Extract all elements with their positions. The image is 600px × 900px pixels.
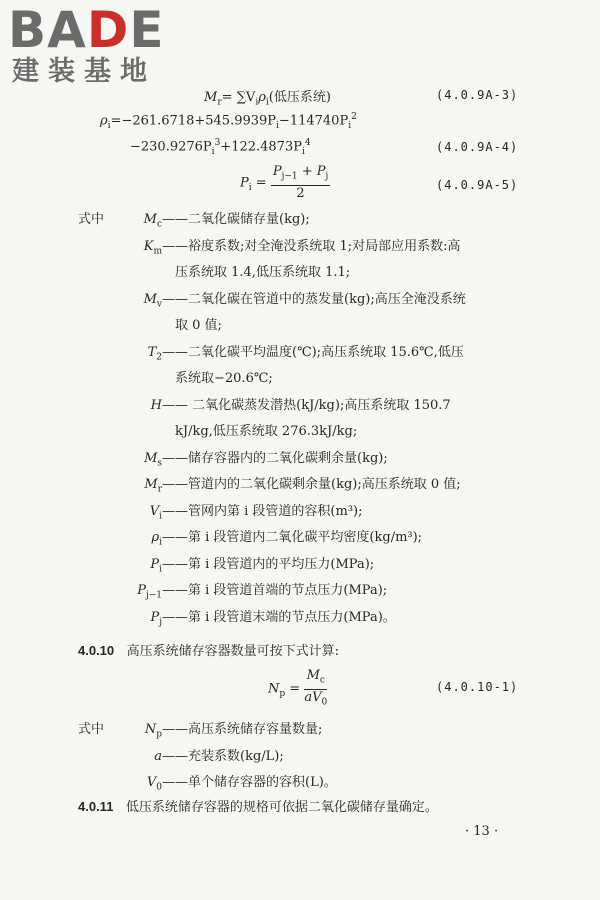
definition-text: ——第 i 段管道内的平均压力(MPa); bbox=[162, 556, 375, 572]
equation-pi: $P_i$ = $\frac{P_{j-1} + P_j}{2}$ bbox=[240, 164, 329, 201]
section-4-0-11: 4.0.11 低压系统储存容器的规格可依据二氧化碳储存量确定。 bbox=[78, 799, 438, 815]
definition-symbol: $T_2$ bbox=[147, 344, 162, 363]
definition-symbol: $P_{j-1}$ bbox=[137, 583, 162, 601]
definition-text: ——第 i 段管道末端的节点压力(MPa)。 bbox=[162, 609, 396, 625]
definition-item bbox=[0, 553, 374, 575]
definition-item bbox=[0, 771, 337, 793]
definition-text: ——管网内第 i 段管道的容积(m³); bbox=[162, 503, 363, 519]
equation-density-cont: $-230.9276P_i^3+122.4873P_i^4$ bbox=[130, 138, 311, 157]
definition-symbol: $M_c$ bbox=[143, 212, 162, 230]
definition-item bbox=[0, 447, 388, 469]
definition-symbol: a bbox=[154, 748, 162, 764]
definition-text: ——第 i 段管道首端的节点压力(MPa); bbox=[162, 583, 388, 598]
definition-item bbox=[0, 235, 461, 257]
logo-wordmark: BADE bbox=[8, 1, 165, 59]
equation-number: (4.0.9A-4) bbox=[436, 140, 519, 154]
definition-symbol: $V_i$ bbox=[149, 503, 162, 522]
logo-accent-letter: D bbox=[86, 1, 130, 59]
definition-item bbox=[0, 394, 451, 416]
definition-text: ——管道内的二氧化碳剩余量(kg);高压系统取 0 值; bbox=[162, 477, 461, 492]
definition-continuation: kJ/kg,低压系统取 276.3kJ/kg; bbox=[175, 424, 358, 439]
fraction: $\frac{M_c}{aV_0}$ bbox=[304, 668, 328, 708]
definition-symbol: $N_p$ bbox=[144, 722, 162, 740]
page-number: · 13 · bbox=[465, 824, 499, 839]
definition-continuation: 系统取−20.6℃; bbox=[175, 371, 273, 386]
definition-item bbox=[0, 500, 363, 522]
definition-continuation: 取 0 值; bbox=[175, 318, 222, 333]
definition-item bbox=[0, 341, 464, 363]
definition-item bbox=[0, 208, 310, 230]
logo-subtitle: 建装基地 bbox=[12, 56, 156, 87]
equation-number: (4.0.10-1) bbox=[436, 680, 519, 694]
definition-item bbox=[0, 606, 396, 628]
definition-symbol: $K_m$ bbox=[143, 238, 162, 257]
where-label: 式中 bbox=[78, 212, 105, 227]
definition-symbol: $P_j$ bbox=[150, 609, 162, 628]
definition-item bbox=[0, 745, 284, 767]
definition-text: ——充装系数(kg/L); bbox=[162, 748, 284, 764]
definition-symbol: $\rho_i$ bbox=[151, 530, 162, 548]
definition-text: ——第 i 段管道内二氧化碳平均密度(kg/m³); bbox=[162, 530, 423, 545]
fraction: $\frac{P_{j-1} + P_j}{2}$ bbox=[272, 164, 329, 201]
definition-text: ——二氧化碳在管道中的蒸发量(kg);高压全淹没系统 bbox=[162, 291, 466, 307]
equation-mr: $M_r= \sum V_i\rho_i$(低压系统) bbox=[204, 90, 331, 108]
definition-symbol: $M_s$ bbox=[144, 450, 162, 469]
section-4-0-10: 4.0.10 高压系统储存容器数量可按下式计算: bbox=[78, 643, 339, 659]
equation-number: (4.0.9A-5) bbox=[436, 178, 519, 192]
definition-symbol: $M_v$ bbox=[143, 291, 162, 310]
equation-np: $N_p$ = $\frac{M_c}{aV_0}$ bbox=[268, 668, 327, 710]
where-label: 式中 bbox=[78, 722, 105, 737]
definition-symbol: $P_i$ bbox=[150, 556, 162, 575]
definition-text: ——高压系统储存容量数量; bbox=[162, 722, 323, 737]
definition-symbol: H bbox=[150, 397, 162, 413]
definition-symbol: $V_0$ bbox=[146, 775, 162, 793]
definition-item bbox=[0, 473, 461, 495]
definition-item bbox=[0, 579, 387, 601]
definition-continuation: 压系统取 1.4,低压系统取 1.1; bbox=[175, 265, 351, 280]
definition-item bbox=[0, 288, 466, 310]
definition-text: ——储存容器内的二氧化碳剩余量(kg); bbox=[162, 450, 388, 466]
definition-symbol: $M_r$ bbox=[144, 477, 162, 495]
definition-item bbox=[0, 718, 322, 740]
definition-text: —— 二氧化碳蒸发潜热(kJ/kg);高压系统取 150.7 bbox=[162, 397, 451, 413]
equation-number: (4.0.9A-3) bbox=[436, 88, 519, 102]
definition-item bbox=[0, 526, 422, 548]
definition-text: ——单个储存容器的容积(L)。 bbox=[162, 775, 337, 790]
brand-logo bbox=[8, 1, 165, 88]
definition-text: ——二氧化碳储存量(kg); bbox=[162, 212, 310, 227]
definition-text: ——二氧化碳平均温度(℃);高压系统取 15.6℃,低压 bbox=[162, 344, 464, 360]
equation-density: $\rho_i=-261.6718+545.9939P_i-114740P_i^2$ bbox=[100, 112, 357, 131]
definition-text: ——裕度系数;对全淹没系统取 1;对局部应用系数:高 bbox=[162, 238, 461, 254]
